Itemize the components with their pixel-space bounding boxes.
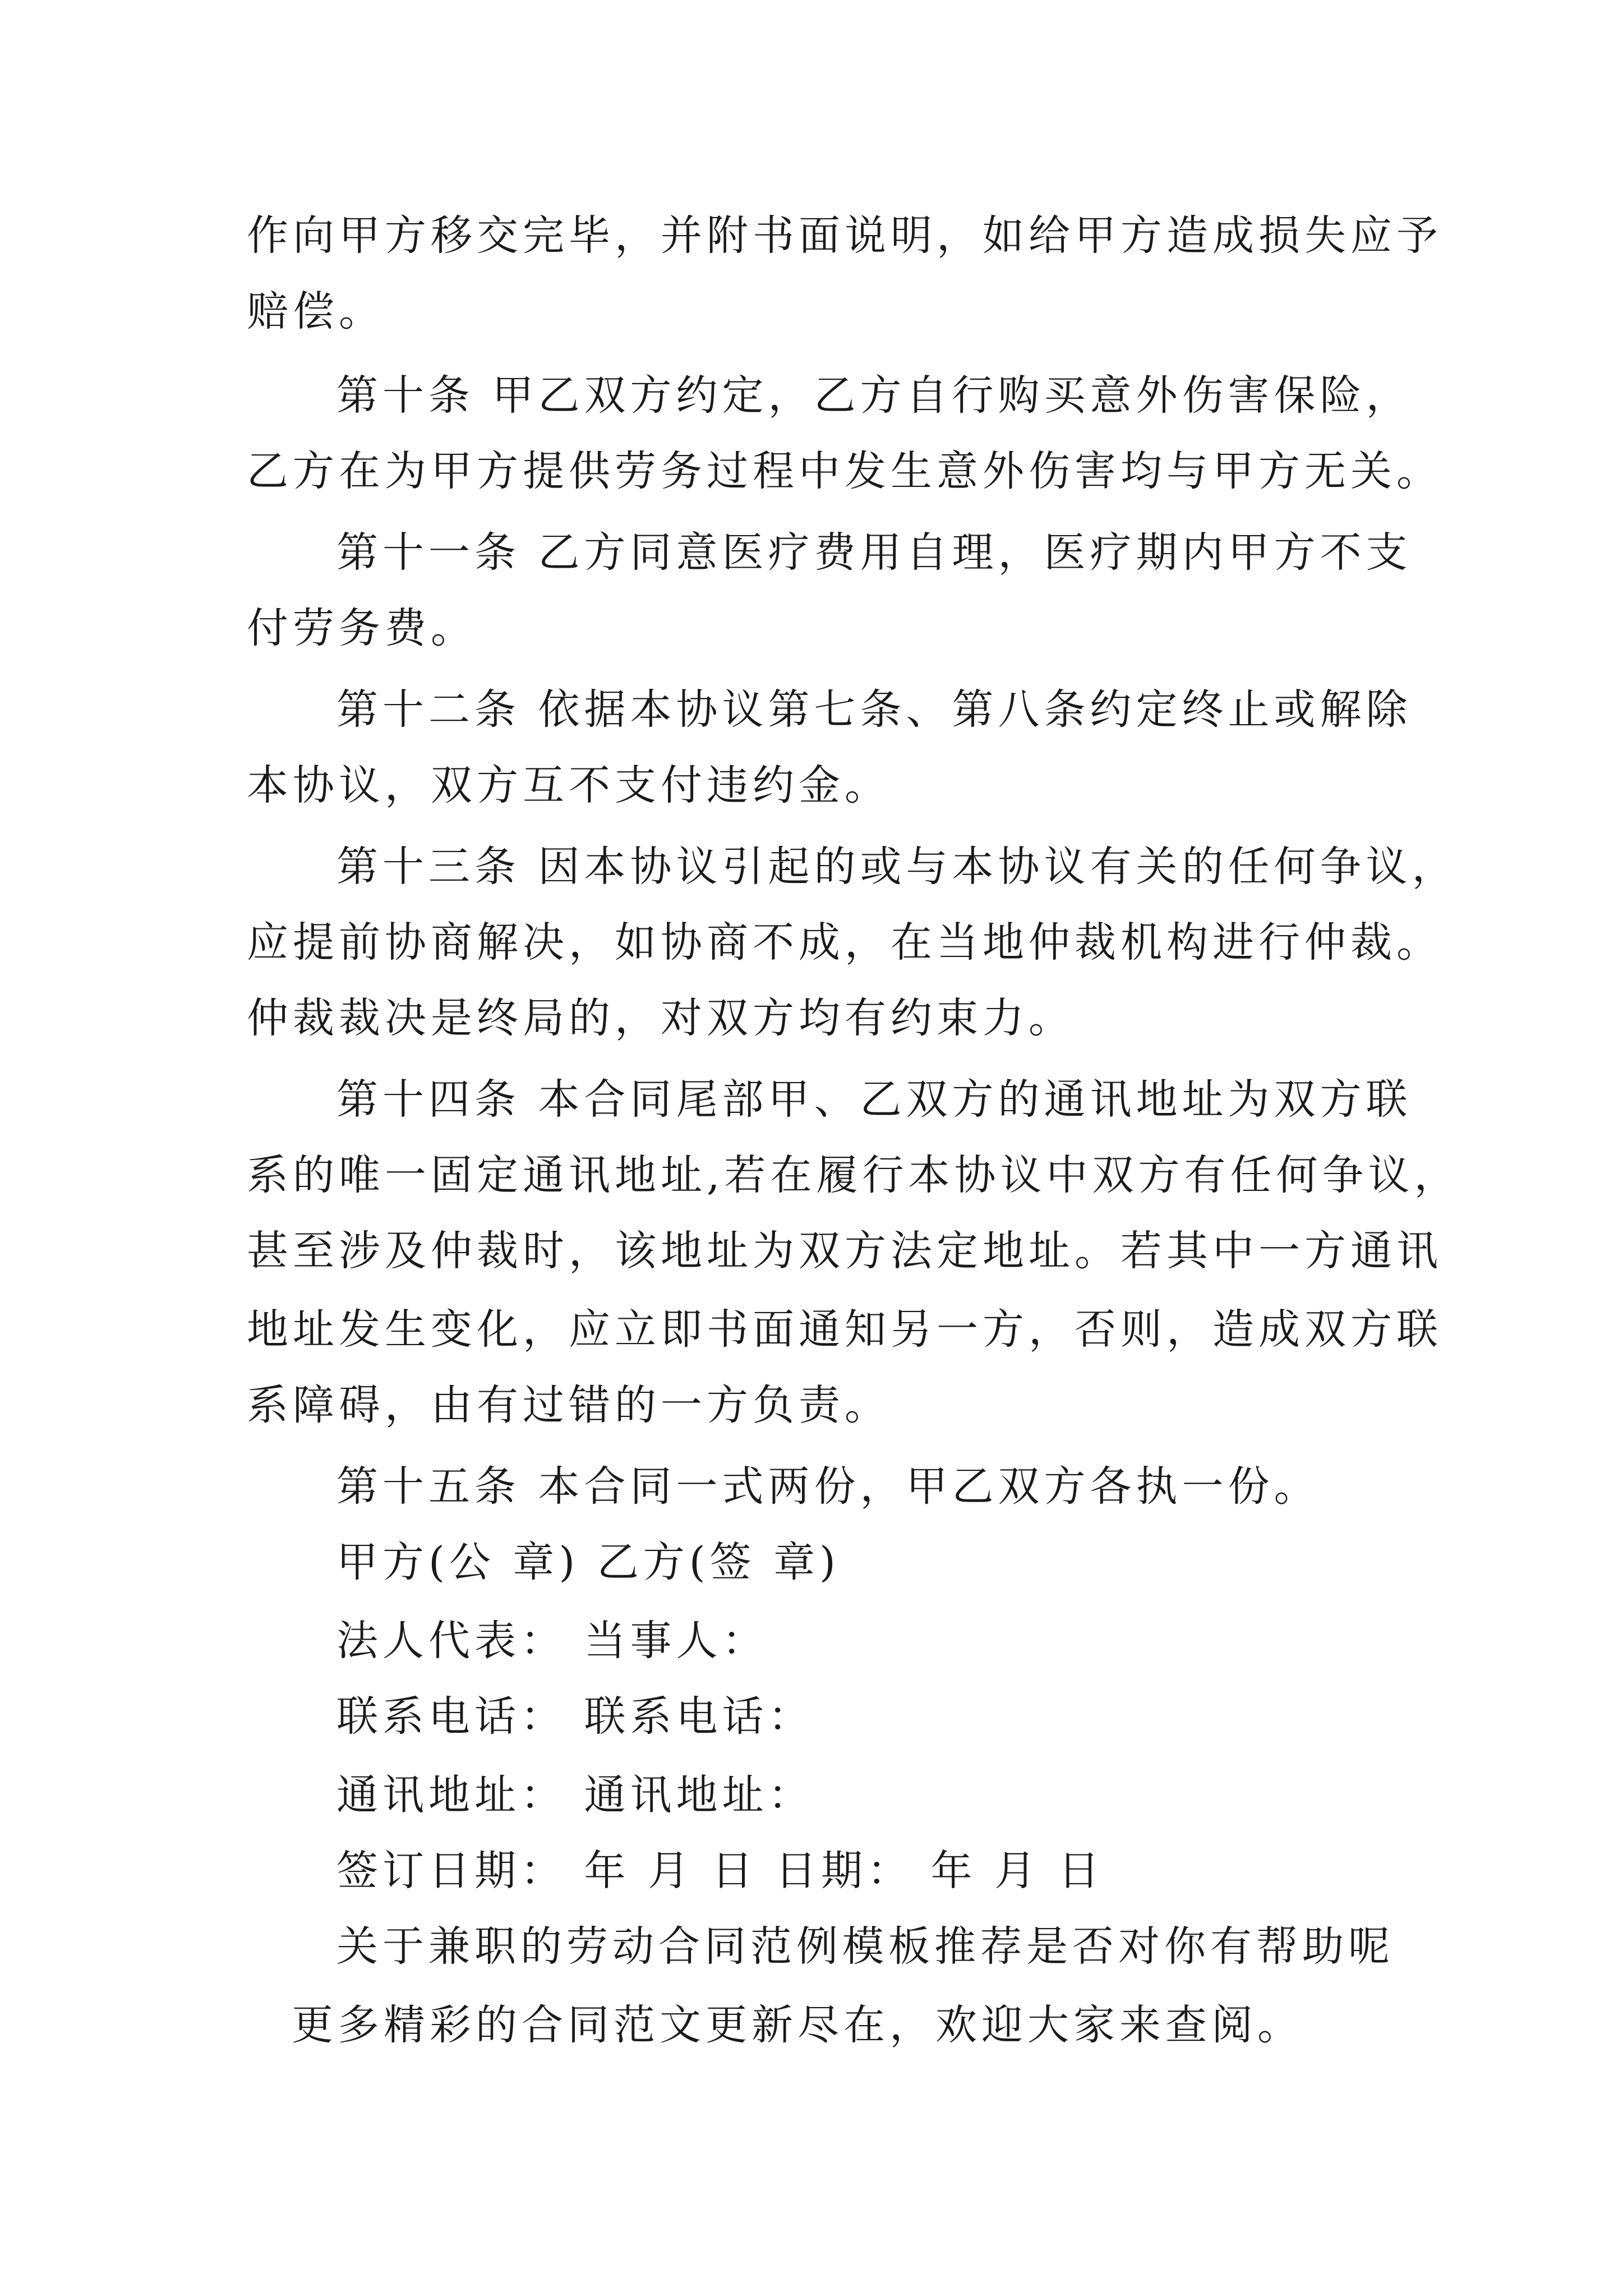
legal-representative-line: 法人代表： 当事人： (336, 1617, 768, 1665)
article-14-heading-line: 第十四条 本合同尾部甲、乙双方的通讯地址为双方联 (336, 1075, 1412, 1124)
text-line: 地址发生变化，应立即书面通知另一方，否则，造成双方联 (247, 1305, 1442, 1354)
signing-date-line: 签订日期： 年 月 日 日期： 年 月 日 (336, 1847, 1104, 1895)
signature-parties-line: 甲方(公 章) 乙方(签 章) (336, 1538, 841, 1586)
text-line: 本协议，双方互不支付违约金。 (247, 761, 891, 809)
text-line: 仲裁裁决是终局的，对双方均有约束力。 (247, 994, 1075, 1042)
article-11-heading-line: 第十一条 乙方同意医疗费用自理，医疗期内甲方不支 (336, 528, 1412, 577)
text-line: 赔偿。 (247, 287, 385, 335)
text-line: 应提前协商解决，如协商不成，在当地仲裁机构进行仲裁。 (247, 918, 1442, 967)
text-line: 付劳务费。 (247, 604, 477, 652)
contact-phone-line: 联系电话： 联系电话： (336, 1692, 814, 1741)
text-line: 作向甲方移交完毕，并附书面说明，如给甲方造成损失应予 (247, 211, 1442, 260)
closing-remark-line: 关于兼职的劳动合同范例模板推荐是否对你有帮助呢 (336, 1922, 1394, 1971)
article-15-heading-line: 第十五条 本合同一式两份，甲乙双方各执一份。 (336, 1462, 1320, 1511)
article-13-heading-line: 第十三条 因本协议引起的或与本协议有关的任何争议， (336, 843, 1458, 891)
mailing-address-line: 通讯地址： 通讯地址： (336, 1771, 814, 1819)
closing-remark-line: 更多精彩的合同范文更新尽在，欢迎大家来查阅。 (292, 2001, 1303, 2049)
text-line: 系的唯一固定通讯地址,若在履行本协议中双方有任何争议， (247, 1151, 1460, 1199)
article-12-heading-line: 第十二条 依据本协议第七条、第八条约定终止或解除 (336, 685, 1412, 734)
text-line: 甚至涉及仲裁时，该地址为双方法定地址。若其中一方通讯 (247, 1227, 1442, 1275)
text-line: 系障碍，由有过错的一方负责。 (247, 1381, 891, 1429)
article-10-heading-line: 第十条 甲乙双方约定，乙方自行购买意外伤害保险， (336, 371, 1412, 420)
text-line: 乙方在为甲方提供劳务过程中发生意外伤害均与甲方无关。 (247, 447, 1442, 495)
